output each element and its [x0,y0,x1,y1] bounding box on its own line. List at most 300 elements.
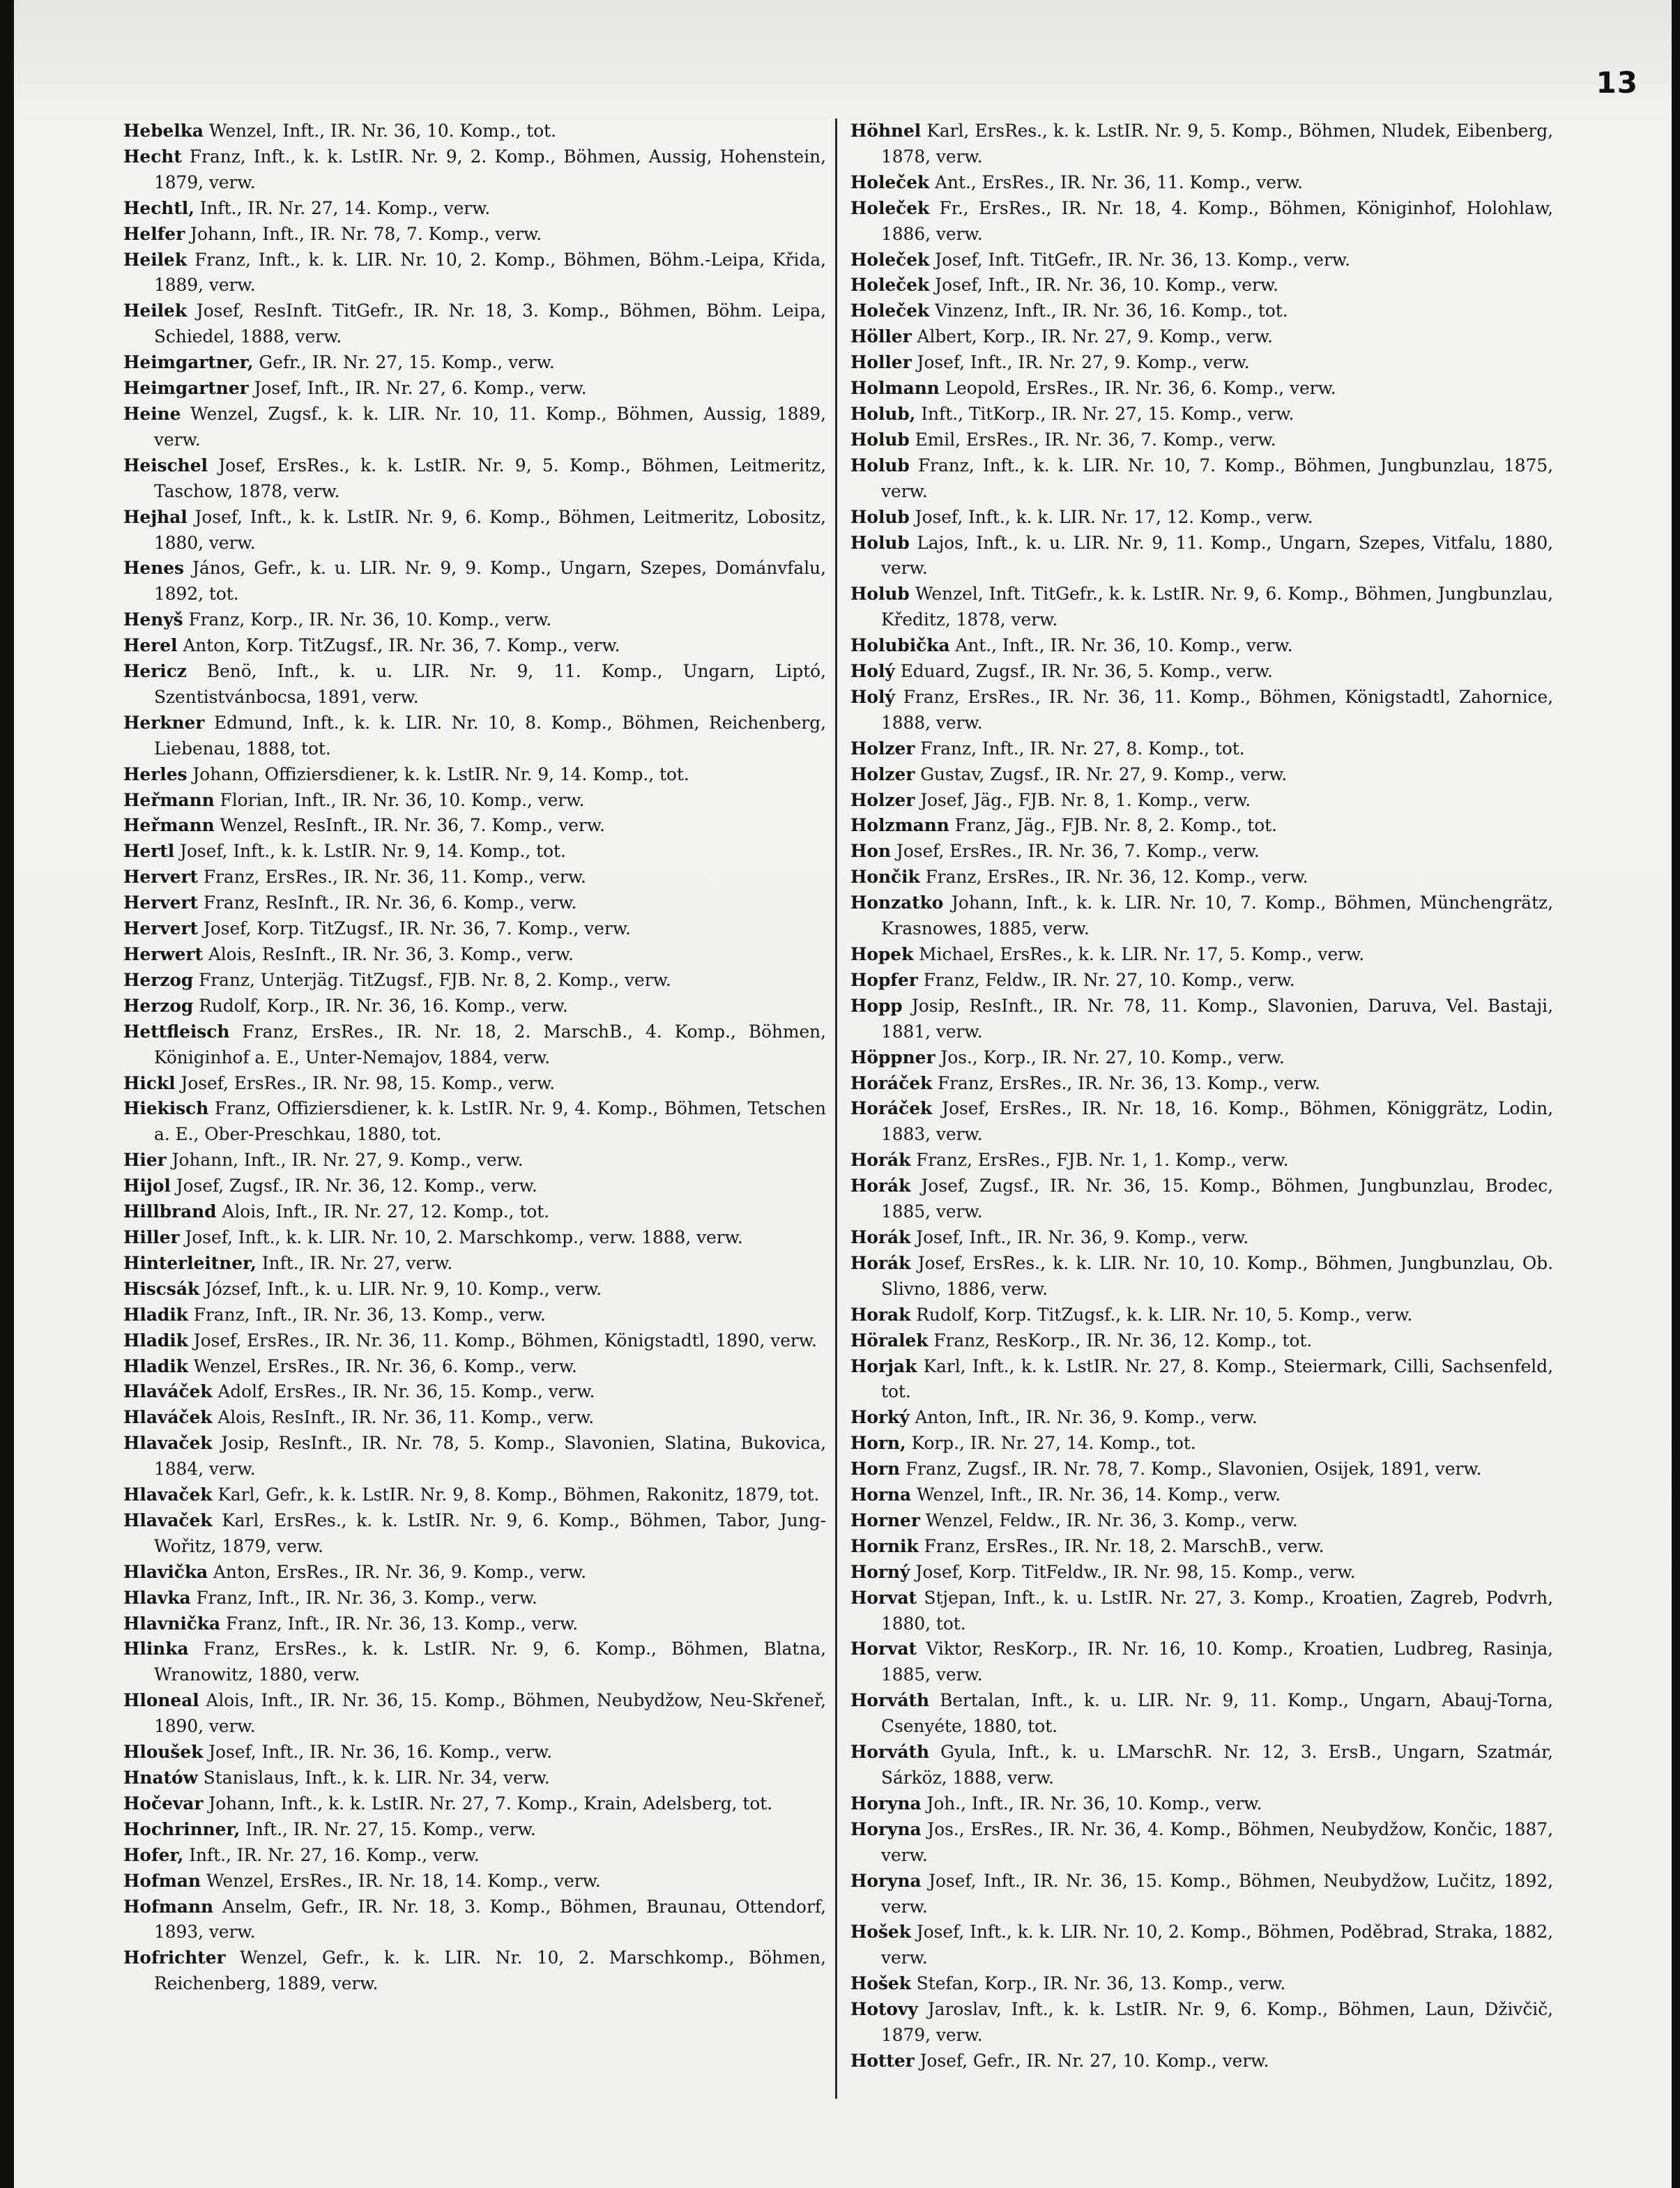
entry-surname: Höppner [850,1047,936,1068]
register-entry [123,1431,826,1482]
entry-surname: Hofmann [123,1896,213,1917]
register-entry [123,1148,826,1173]
entry-details: Edmund, Inft., k. k. LIR. Nr. 10, 8. Komp., Böhmen, Reichenberg, Liebenau, 1888, tot. [154,712,826,759]
entry-surname: Heřmann [123,789,215,810]
entry-details: Fr., ErsRes., IR. Nr. 18, 4. Komp., Böhmen, Königinhof, Holohlaw, 1886, verw. [881,197,1553,244]
entry-surname: Holeček [850,249,930,270]
entry-details: Franz, ErsRes., IR. Nr. 36, 11. Komp., verw. [203,867,586,888]
entry-surname: Hladik [123,1330,188,1351]
entry-details: Viktor, ResKorp., IR. Nr. 16, 10. Komp., Kroatien, Ludbreg, Rasinja, 1885, verw. [881,1639,1553,1685]
entry-surname: Hlavaček [123,1510,213,1530]
entry-details: Josip, ResInft., IR. Nr. 78, 5. Komp., Slavonien, Slatina, Bukovica, 1884, verw. [154,1433,826,1480]
register-entry [123,1688,826,1740]
register-entry [850,1225,1553,1251]
entry-surname: Hošek [850,1922,911,1943]
entry-surname: Hofman [123,1870,201,1891]
register-entry [123,119,826,144]
entry-surname: Horyna [850,1793,922,1814]
register-entry [850,1586,1553,1637]
entry-surname: Horný [850,1561,910,1582]
entry-details: Inft., TitKorp., IR. Nr. 27, 15. Komp., verw. [921,403,1295,424]
register-entry [850,813,1553,839]
register-entry [123,890,826,916]
entry-details: Emil, ErsRes., IR. Nr. 36, 7. Komp., verw. [915,429,1276,450]
entry-surname: Horna [850,1484,912,1505]
entry-details: Franz, Jäg., FJB. Nr. 8, 2. Komp., tot. [954,815,1277,836]
register-entry [123,711,826,762]
register-entry [850,839,1553,865]
entry-surname: Horák [850,1176,911,1196]
entry-surname: Horner [850,1510,920,1530]
entry-details: Karl, Gefr., k. k. LstIR. Nr. 9, 8. Komp., Böhmen, Rakonitz, 1879, tot. [217,1484,820,1505]
register-entry [850,1740,1553,1791]
right-column [850,119,1553,2074]
entry-surname: Herles [123,763,188,784]
register-entry [123,633,826,659]
register-entry [850,2049,1553,2074]
register-entry [850,324,1553,350]
register-entry [850,942,1553,968]
entry-surname: Hlavnička [123,1613,221,1634]
entry-surname: Hnatów [123,1768,198,1788]
entry-details: Ant., ErsRes., IR. Nr. 36, 11. Komp., verw. [935,172,1303,192]
register-entry [123,839,826,865]
entry-details: Josef, Gefr., IR. Nr. 27, 10. Komp., verw. [919,2050,1269,2071]
entry-details: Josef, Zugsf., IR. Nr. 36, 15. Komp., Böhmen, Jungbunzlau, Brodec, 1885, verw. [881,1176,1553,1222]
register-entry [123,222,826,248]
entry-details: Korp., IR. Nr. 27, 14. Komp., tot. [911,1433,1196,1454]
entry-details: Josip, ResInft., IR. Nr. 78, 11. Komp., Slavonien, Daruva, Vel. Bastaji, 1881, verw. [881,995,1553,1042]
entry-surname: Hlavaček [123,1484,213,1505]
entry-details: Wenzel, Gefr., k. k. LIR. Nr. 10, 2. Marschkomp., Böhmen, Reichenberg, 1889, verw. [154,1947,827,1994]
left-column [123,119,826,1997]
entry-details: Franz, Inft., IR. Nr. 36, 13. Komp., verw. [193,1304,546,1325]
entry-details: Franz, Inft., k. k. LIR. Nr. 10, 2. Komp., Böhmen, Böhm.-Leipa, Křida, 1889, verw. [154,249,826,296]
entry-details: Ant., Inft., IR. Nr. 36, 10. Komp., verw. [955,635,1293,656]
entry-details: Vinzenz, Inft., IR. Nr. 36, 16. Komp., tot. [935,301,1288,321]
register-entry [850,1405,1553,1431]
entry-details: Franz, ErsRes., IR. Nr. 36, 13. Komp., verw. [938,1072,1321,1093]
register-entry [123,968,826,994]
entry-surname: Hlaváček [123,1407,213,1428]
entry-surname: Hinterleitner, [123,1252,257,1273]
register-entry [123,1251,826,1277]
register-entry [123,1765,826,1791]
entry-details: Franz, Feldw., IR. Nr. 27, 10. Komp., verw. [923,969,1295,990]
entry-surname: Hechtl, [123,197,194,218]
register-entry [850,1354,1553,1406]
entry-surname: Holeček [850,172,930,192]
entry-details: Josef, Inft., k. k. LstIR. Nr. 9, 6. Komp., Böhmen, Leitmeritz, Lobositz, 1880, verw. [154,506,826,553]
entry-surname: Hochrinner, [123,1818,240,1839]
entry-surname: Horyna [850,1818,922,1839]
register-entry [850,1045,1553,1071]
entry-surname: Hofrichter [123,1947,226,1968]
entry-details: Rudolf, Korp. TitZugsf., k. k. LIR. Nr. 10, 5. Komp., verw. [916,1304,1413,1325]
entry-details: Franz, Offiziersdiener, k. k. LstIR. Nr. 9, 4. Komp., Böhmen, Tetschen a. E., Ober-Preschkau, 1880, tot. [154,1098,826,1145]
entry-details: Franz, ErsRes., IR. Nr. 36, 11. Komp., Böhmen, Königstadtl, Zahornice, 1888, verw. [881,686,1553,733]
register-entry [850,659,1553,685]
entry-details: Johann, Inft., IR. Nr. 27, 9. Komp., verw. [171,1150,524,1171]
entry-surname: Horáček [850,1098,933,1119]
entry-details: Wenzel, ResInft., IR. Nr. 36, 7. Komp., verw. [220,815,605,836]
entry-surname: Holý [850,661,895,682]
register-entry [123,1791,826,1817]
entry-details: Lajos, Inft., k. u. LIR. Nr. 9, 11. Komp., Ungarn, Szepes, Vitfalu, 1880, verw. [881,532,1554,579]
entry-details: Alois, Inft., IR. Nr. 36, 15. Komp., Böhmen, Neubydžow, Neu-Skřeneř, 1890, verw. [154,1690,826,1737]
register-entry [850,298,1553,324]
entry-surname: Heimgartner [123,378,249,399]
entry-details: Benö, Inft., k. u. LIR. Nr. 9, 11. Komp., Ungarn, Liptó, Szentistvánbocsa, 1891, verw. [154,661,826,707]
entry-details: Wenzel, ErsRes., IR. Nr. 36, 6. Komp., verw. [193,1355,577,1376]
entry-surname: Herkner [123,712,205,733]
register-entry [850,1869,1553,1920]
register-entry [850,1328,1553,1354]
entry-surname: Horký [850,1407,910,1428]
entry-details: Alois, Inft., IR. Nr. 27, 12. Komp., tot. [222,1201,550,1222]
entry-surname: Horváth [850,1690,929,1711]
entry-surname: Hiekisch [123,1098,209,1119]
register-entry [850,1302,1553,1328]
register-entry [123,144,826,196]
entry-details: Wenzel, Inft., IR. Nr. 36, 14. Komp., verw. [917,1484,1281,1505]
register-entry [850,248,1553,273]
entry-details: Jos., Korp., IR. Nr. 27, 10. Komp., verw. [940,1047,1285,1068]
entry-details: Johann, Offiziersdiener, k. k. LstIR. Nr. 9, 14. Komp., tot. [192,763,689,784]
register-entry [123,788,826,814]
entry-details: Stjepan, Inft., k. u. LstIR. Nr. 27, 3. Komp., Kroatien, Zagreb, Podvrh, 1880, tot. [881,1587,1554,1634]
register-entry [850,1482,1553,1508]
entry-details: Eduard, Zugsf., IR. Nr. 36, 5. Komp., verw. [900,661,1273,682]
entry-details: Franz, Zugsf., IR. Nr. 78, 7. Komp., Slavonien, Osijek, 1891, verw. [905,1459,1482,1480]
entry-details: Stefan, Korp., IR. Nr. 36, 13. Komp., verw. [916,1973,1286,1994]
entry-surname: Holub [850,455,910,476]
register-entry [850,453,1553,505]
entry-details: Franz, Inft., k. k. LIR. Nr. 10, 7. Komp., Böhmen, Jungbunzlau, 1875, verw. [881,455,1554,501]
entry-details: Josef, Inft., k. k. LIR. Nr. 10, 2. Komp., Böhmen, Poděbrad, Straka, 1882, verw. [881,1922,1553,1968]
register-entry [123,994,826,1019]
register-entry [123,659,826,711]
entry-surname: Höller [850,326,912,347]
register-entry [123,1199,826,1225]
register-entry [850,1817,1553,1869]
entry-details: József, Inft., k. u. LIR. Nr. 9, 10. Komp., verw. [205,1278,602,1299]
register-entry [123,813,826,839]
register-entry [850,582,1553,633]
entry-surname: Holzer [850,763,915,784]
entry-details: Franz, ErsRes., FJB. Nr. 1, 1. Komp., verw. [916,1150,1289,1171]
register-entry [850,170,1553,196]
register-entry [850,890,1553,942]
register-entry [850,196,1553,248]
entry-details: Bertalan, Inft., k. u. LIR. Nr. 9, 11. Komp., Ungarn, Abauj-Torna, Csenyéte, 1880, tot. [881,1690,1553,1737]
entry-details: Alois, ResInft., IR. Nr. 36, 3. Komp., verw. [208,944,574,964]
entry-surname: Hlaváček [123,1381,213,1402]
entry-surname: Holub [850,429,910,450]
entry-details: Josef, Inft., IR. Nr. 36, 9. Komp., verw. [916,1226,1249,1247]
entry-surname: Hiller [123,1226,180,1247]
register-entry [850,1791,1553,1817]
entry-surname: Honzatko [850,892,944,913]
entry-details: Wenzel, ErsRes., IR. Nr. 18, 14. Komp., verw. [206,1870,601,1891]
entry-details: Josef, ErsRes., k. k. LIR. Nr. 10, 10. Komp., Böhmen, Jungbunzlau, Ob. Slivno, 1886, verw. [881,1252,1553,1299]
register-entry [123,1586,826,1611]
entry-surname: Hloušek [123,1742,204,1763]
entry-surname: Heřmann [123,815,215,836]
entry-surname: Horvat [850,1639,917,1659]
entry-details: Josef, ErsRes., IR. Nr. 36, 7. Komp., verw. [896,841,1260,862]
register-entry [123,196,826,222]
entry-surname: Heine [123,403,181,424]
entry-surname: Holeček [850,275,930,296]
entry-surname: Hier [123,1150,167,1171]
entry-details: Franz, Inft., IR. Nr. 36, 13. Komp., verw. [226,1613,579,1634]
entry-details: Josef, Inft., k. k. LIR. Nr. 10, 2. Marschkomp., verw. 1888, verw. [185,1226,743,1247]
register-entry [850,685,1553,736]
register-entry [123,1843,826,1869]
entry-details: Franz, ResInft., IR. Nr. 36, 6. Komp., verw. [203,892,577,913]
entry-surname: Höhnel [850,121,922,141]
entry-details: Anton, Inft., IR. Nr. 36, 9. Komp., verw. [915,1407,1258,1428]
entry-details: Leopold, ErsRes., IR. Nr. 36, 6. Komp., verw. [945,378,1336,399]
entry-surname: Hladik [123,1355,188,1376]
entry-surname: Hofer, [123,1844,184,1865]
register-entry [123,916,826,942]
register-entry [850,1971,1553,1997]
entry-details: Josef, ErsRes., k. k. LstIR. Nr. 9, 5. Komp., Böhmen, Leitmeritz, Taschow, 1878, verw. [154,455,826,501]
entry-details: Inft., IR. Nr. 27, verw. [261,1252,453,1273]
register-entry [850,1508,1553,1534]
entry-surname: Holzer [850,789,915,810]
register-entry [123,1945,826,1997]
entry-details: Wenzel, Inft., IR. Nr. 36, 10. Komp., tot. [208,121,557,141]
entry-surname: Holzer [850,738,915,759]
entry-surname: Hlavaček [123,1433,213,1454]
entry-surname: Holub [850,532,910,553]
entry-surname: Holub [850,506,910,527]
register-entry [850,350,1553,376]
register-entry [123,762,826,788]
entry-surname: Hlavička [123,1561,208,1582]
register-entry [850,119,1553,170]
entry-details: Josef, Inft., IR. Nr. 27, 9. Komp., verw. [917,352,1250,373]
entry-surname: Holub [850,584,910,605]
register-entry [850,1997,1553,2049]
register-entry [123,248,826,299]
entry-details: Inft., IR. Nr. 27, 14. Komp., verw. [199,197,491,218]
entry-surname: Heilek [123,301,188,321]
entry-surname: Hlinka [123,1639,189,1659]
entry-details: Michael, ErsRes., k. k. LIR. Nr. 17, 5. Komp., verw. [919,944,1365,964]
register-entry [850,1096,1553,1148]
register-entry [850,1534,1553,1560]
register-entry [123,556,826,607]
entry-details: Josef, Inft. TitGefr., IR. Nr. 36, 13. Komp., verw. [935,249,1350,270]
scan-right-edge [1672,0,1680,2188]
register-entry [123,865,826,890]
register-entry [123,1277,826,1302]
entry-surname: Horvat [850,1587,917,1608]
register-entry [123,1405,826,1431]
entry-details: Wenzel, Zugsf., k. k. LIR. Nr. 10, 11. Komp., Böhmen, Aussig, 1889, verw. [154,403,826,450]
entry-surname: Hickl [123,1072,176,1093]
entry-details: Franz, Unterjäg. TitZugsf., FJB. Nr. 8, 2. Komp., verw. [199,969,671,990]
register-entry [123,1225,826,1251]
entry-details: Franz, Inft., IR. Nr. 27, 8. Komp., tot. [920,738,1245,759]
entry-surname: Hočevar [123,1793,204,1814]
register-entry [123,1173,826,1199]
register-entry [850,1173,1553,1225]
register-entry [123,1019,826,1071]
entry-surname: Hončik [850,867,920,888]
entry-details: Joh., Inft., IR. Nr. 36, 10. Komp., verw. [926,1793,1262,1814]
entry-surname: Holý [850,686,895,707]
entry-surname: Hotter [850,2050,915,2071]
entry-details: Franz, ResKorp., IR. Nr. 36, 12. Komp., tot. [933,1330,1313,1351]
entry-surname: Horváth [850,1742,929,1763]
entry-surname: Hervert [123,918,198,939]
entry-details: Anselm, Gefr., IR. Nr. 18, 3. Komp., Böhmen, Braunau, Ottendorf, 1893, verw. [154,1896,826,1943]
register-entry [850,531,1553,582]
entry-details: Franz, ErsRes., IR. Nr. 18, 2. MarschB., 4. Komp., Böhmen, Königinhof a. E., Unter-Nemajov, 1884, verw. [154,1021,826,1068]
register-entry [850,505,1553,531]
entry-details: Alois, ResInft., IR. Nr. 36, 11. Komp., verw. [217,1407,595,1428]
entry-surname: Hopek [850,944,914,964]
register-entry [850,788,1553,814]
register-entry [123,376,826,402]
register-entry [123,298,826,350]
entry-surname: Henyš [123,609,183,630]
entry-details: Albert, Korp., IR. Nr. 27, 9. Komp., verw. [917,326,1273,347]
entry-details: Adolf, ErsRes., IR. Nr. 36, 15. Komp., verw. [217,1381,595,1402]
register-entry [850,865,1553,890]
register-entry [123,1611,826,1637]
entry-surname: Hecht [123,146,182,167]
register-entry [123,1894,826,1946]
entry-surname: Holubička [850,635,950,656]
entry-surname: Horjak [850,1355,917,1376]
register-entry [123,1328,826,1354]
register-entry [123,1740,826,1765]
register-entry [123,505,826,556]
entry-details: Franz, Korp., IR. Nr. 36, 10. Komp., verw. [188,609,552,630]
register-entry [123,1482,826,1508]
register-entry [123,1508,826,1560]
entry-surname: Horák [850,1252,911,1273]
entry-surname: Holzmann [850,815,949,836]
register-entry [850,1560,1553,1586]
entry-surname: Holub, [850,403,916,424]
register-entry [850,1251,1553,1302]
entry-details: Josef, ResInft. TitGefr., IR. Nr. 18, 3. Komp., Böhmen, Böhm. Leipa, Schiedel, 1888, verw. [154,301,827,347]
register-entry [850,1636,1553,1688]
entry-surname: Hijol [123,1176,171,1196]
entry-details: Franz, ErsRes., IR. Nr. 18, 2. MarschB., verw. [924,1535,1324,1556]
entry-details: Stanislaus, Inft., k. k. LIR. Nr. 34, verw. [203,1768,550,1788]
entry-surname: Hopfer [850,969,918,990]
entry-details: Josef, Korp. TitFeldw., IR. Nr. 98, 15. Komp., verw. [915,1561,1356,1582]
column-divider [835,119,837,2099]
register-entry [850,1431,1553,1457]
entry-details: Josef, Inft., k. k. LIR. Nr. 17, 12. Komp., verw. [915,506,1313,527]
entry-surname: Hejhal [123,506,188,527]
entry-surname: Hladik [123,1304,188,1325]
entry-surname: Holeček [850,197,930,218]
entry-surname: Herzog [123,995,194,1016]
entry-surname: Hertl [123,841,175,862]
entry-details: Anton, ErsRes., IR. Nr. 36, 9. Komp., verw. [213,1561,587,1582]
entry-details: Rudolf, Korp., IR. Nr. 36, 16. Komp., verw. [199,995,568,1016]
entry-surname: Herwert [123,944,203,964]
register-entry [123,1560,826,1586]
entry-details: Josef, Jäg., FJB. Nr. 8, 1. Komp., verw. [920,789,1251,810]
entry-surname: Hošek [850,1973,911,1994]
entry-details: János, Gefr., k. u. LIR. Nr. 9, 9. Komp., Ungarn, Szepes, Dománvfalu, 1892, tot. [154,558,826,605]
register-entry [123,350,826,376]
entry-details: Josef, Inft., IR. Nr. 27, 6. Komp., verw. [254,378,587,399]
entry-surname: Horák [850,1226,911,1247]
register-entry [850,994,1553,1045]
register-entry [850,427,1553,453]
entry-details: Josef, ErsRes., IR. Nr. 18, 16. Komp., Böhmen, Königgrätz, Lodin, 1883, verw. [881,1098,1553,1145]
entry-details: Johann, Inft., k. k. LIR. Nr. 10, 7. Komp., Böhmen, Münchengrätz, Krasnowes, 1885, verw. [881,892,1553,939]
entry-surname: Hloneal [123,1690,199,1711]
entry-details: Franz, ErsRes., k. k. LstIR. Nr. 9, 6. Komp., Böhmen, Blatna, Wranowitz, 1880, verw. [154,1639,826,1685]
entry-details: Josef, Inft., IR. Nr. 36, 16. Komp., verw. [208,1742,553,1763]
register-entry [850,376,1553,402]
register-entry [850,1688,1553,1740]
register-entry [123,1817,826,1843]
entry-surname: Hervert [123,867,198,888]
entry-surname: Hornik [850,1535,919,1556]
entry-surname: Heilek [123,249,188,270]
scan-left-edge [0,0,14,2188]
entry-surname: Horn [850,1459,901,1480]
entry-surname: Hericz [123,661,187,682]
register-entry [123,453,826,505]
entry-surname: Henes [123,558,184,579]
entry-details: Franz, Inft., k. k. LstIR. Nr. 9, 2. Komp., Böhmen, Aussig, Hohenstein, 1879, verw. [154,146,826,192]
register-entry [850,1920,1553,1971]
entry-surname: Holeček [850,301,930,321]
entry-details: Josef, Inft., IR. Nr. 36, 15. Komp., Böhmen, Neubydžow, Lučitz, 1892, verw. [881,1870,1553,1917]
entry-surname: Horáček [850,1072,933,1093]
register-entry [850,968,1553,994]
entry-details: Karl, Inft., k. k. LstIR. Nr. 27, 8. Komp., Steiermark, Cilli, Sachsenfeld, tot. [881,1355,1553,1402]
entry-surname: Heischel [123,455,208,476]
entry-surname: Holmann [850,378,940,399]
entry-surname: Hillbrand [123,1201,217,1222]
entry-surname: Horak [850,1304,911,1325]
register-entry [850,1148,1553,1173]
entry-surname: Hebelka [123,121,204,141]
entry-details: Inft., IR. Nr. 27, 15. Komp., verw. [245,1818,536,1839]
entry-surname: Hon [850,841,891,862]
register-entry [850,1457,1553,1482]
entry-details: Gustav, Zugsf., IR. Nr. 27, 9. Komp., verw. [920,763,1288,784]
entry-details: Johann, Inft., IR. Nr. 78, 7. Komp., verw. [190,223,542,244]
register-entry [123,1071,826,1097]
entry-surname: Höralek [850,1330,929,1351]
entry-details: Karl, ErsRes., k. k. LstIR. Nr. 9, 5. Komp., Böhmen, Nludek, Eibenberg, 1878, verw. [881,121,1553,167]
entry-surname: Herel [123,635,178,656]
register-entry [123,1379,826,1405]
entry-surname: Horn, [850,1433,906,1454]
entry-details: Gefr., IR. Nr. 27, 15. Komp., verw. [259,352,555,373]
register-entry [123,1302,826,1328]
entry-surname: Helfer [123,223,185,244]
page-number: 13 [1596,66,1638,100]
